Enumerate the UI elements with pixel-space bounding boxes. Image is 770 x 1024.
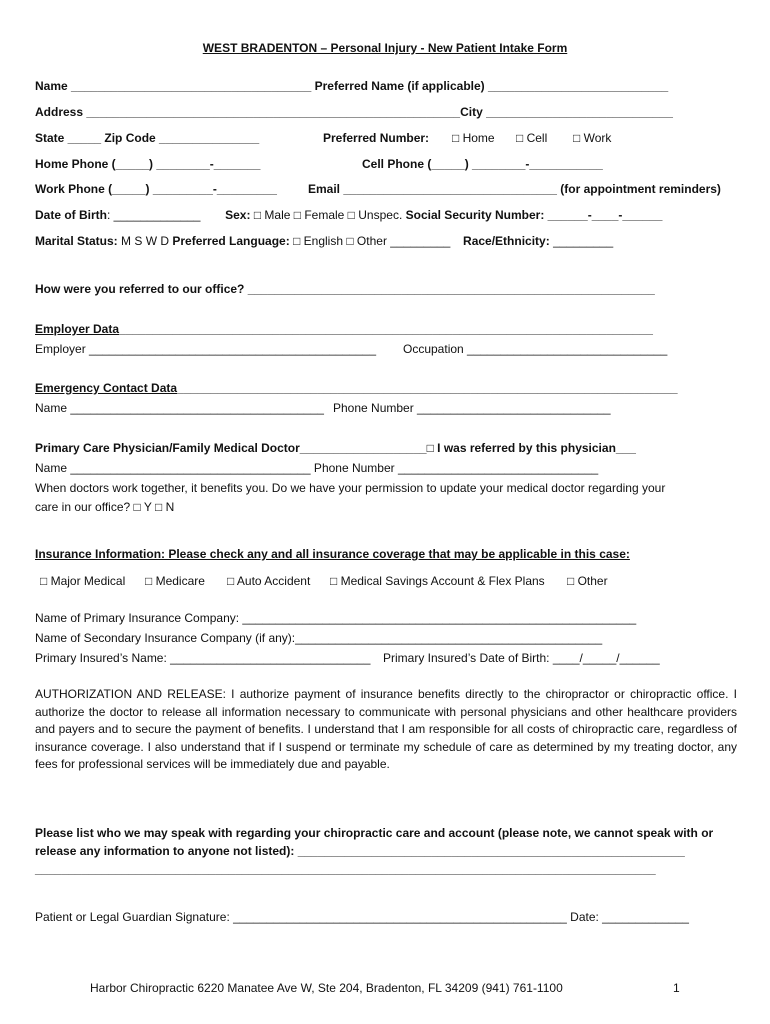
signature-date-line[interactable]: Patient or Legal Guardian Signature: __________________________________________________ Date: _____________ (35, 910, 689, 924)
insurance-option-medicare[interactable]: □ Medicare (145, 574, 205, 588)
speak-with-text: Please list who we may speak with regarding your chiropractic care and account (please note, we cannot speak with or (35, 826, 714, 840)
insurance-option-other[interactable]: □ Other (567, 574, 608, 588)
preferred-number-cell-checkbox[interactable]: □ Cell (516, 131, 548, 145)
ssn-field[interactable]: Social Security Number: ______-____-______ (405, 208, 663, 222)
page-title: WEST BRADENTON – Personal Injury - New Patient Intake Form (202, 41, 568, 55)
preferred-number-home-checkbox[interactable]: □ Home (452, 131, 495, 145)
cell-phone-line[interactable]: Cell Phone (_____) ________-___________ (362, 157, 603, 171)
primary-insured-name-field[interactable]: Primary Insured’s Name: ______________________________ (35, 651, 371, 665)
race-field[interactable]: _________ (549, 234, 614, 248)
work-phone-line[interactable]: Work Phone (_____) _________-_________ (35, 182, 277, 196)
insurance-option-major-medical[interactable]: □ Major Medical (40, 574, 126, 588)
emergency-contact-heading: Emergency Contact Data___________________________________________________________________________ (35, 381, 678, 395)
referral-source-line[interactable]: How were you referred to our office? _____________________________________________________________ (35, 282, 655, 296)
sex-label: Sex: (225, 208, 251, 222)
marital-language-row (35, 233, 613, 249)
dob-field[interactable]: : _____________ (107, 208, 201, 222)
employer-data-heading: Employer Data________________________________________________________________________________ (35, 322, 653, 336)
physician-name-phone-line[interactable]: Name ____________________________________ Phone Number ______________________________ (35, 461, 599, 475)
physician-permission-checkboxes[interactable]: care in our office? □ Y □ N (35, 500, 175, 514)
preferred-language-label: Preferred Language: (172, 234, 290, 248)
occupation-field[interactable]: Occupation ______________________________ (403, 342, 668, 356)
page-number: 1 (673, 981, 680, 995)
insurance-heading: Insurance Information: Please check any and all insurance coverage that may be applicable in this case: (35, 547, 630, 561)
marital-status-options[interactable]: M S W D (117, 234, 173, 248)
marital-status-label: Marital Status: (35, 234, 118, 248)
emergency-phone-field[interactable]: Phone Number _____________________________ (333, 401, 611, 415)
preferred-number-label: Preferred Number: (323, 131, 430, 145)
email-line[interactable]: Email ________________________________ (for appointment reminders) (308, 182, 721, 196)
employer-field[interactable]: Employer ___________________________________________ (35, 342, 376, 356)
insurance-option-auto-accident[interactable]: □ Auto Accident (227, 574, 311, 588)
race-label: Race/Ethnicity: (463, 234, 550, 248)
secondary-insurance-field[interactable]: Name of Secondary Insurance Company (if any):______________________________________________ (35, 631, 603, 645)
insurance-option-msa-flex[interactable]: □ Medical Savings Account & Flex Plans (330, 574, 545, 588)
home-phone-line[interactable]: Home Phone (_____) ________-_______ (35, 157, 261, 171)
footer-office-info: Harbor Chiropractic 6220 Manatee Ave W, Ste 204, Bradenton, FL 34209 (941) 761-1100 (90, 981, 563, 995)
speak-with-field-continued[interactable]: _____________________________________________________________________________________________ (35, 862, 656, 876)
dob-label: Date of Birth (35, 208, 107, 222)
address-field-line[interactable]: Address ________________________________________________________City ____________________________ (35, 105, 673, 119)
sex-options[interactable]: □ Male □ Female □ Unspec. (250, 208, 403, 222)
primary-insurance-field[interactable]: Name of Primary Insurance Company: ___________________________________________________________ (35, 611, 637, 625)
authorization-release-text: AUTHORIZATION AND RELEASE: I authorize payment of insurance benefits directly to the chiropractor or chiropractic office. I authorize the doctor to release all information necessary to communicate with personal physicians and other healthcare providers and payers and to secure the payment of benefits. I understand that I am responsible for all costs of chiropractic care, regardless of insurance coverage. I also understand that if I suspend or terminate my schedule of care as determined by my treating doctor, any fees for professional services will be immediately due and payable. (35, 687, 737, 771)
state-zip-line[interactable]: State _____ Zip Code _______________ (35, 131, 260, 145)
dob-sex-ssn-row (35, 207, 662, 223)
preferred-number-work-checkbox[interactable]: □ Work (573, 131, 612, 145)
preferred-language-options[interactable]: □ English □ Other _________ (289, 234, 451, 248)
name-field-line[interactable]: Name ____________________________________ Preferred Name (if applicable) ___________________________ (35, 79, 669, 93)
emergency-name-field[interactable]: Name ______________________________________ (35, 401, 324, 415)
speak-with-field[interactable]: release any information to anyone not listed): __________________________________________________________ (35, 844, 685, 858)
primary-insured-dob-field[interactable]: Primary Insured’s Date of Birth: ____/_____/______ (383, 651, 660, 665)
physician-heading[interactable]: Primary Care Physician/Family Medical Doctor___________________□ I was referred by this physician___ (35, 441, 636, 455)
physician-permission-text: When doctors work together, it benefits you. Do we have your permission to update your medical doctor regarding your (35, 481, 666, 495)
